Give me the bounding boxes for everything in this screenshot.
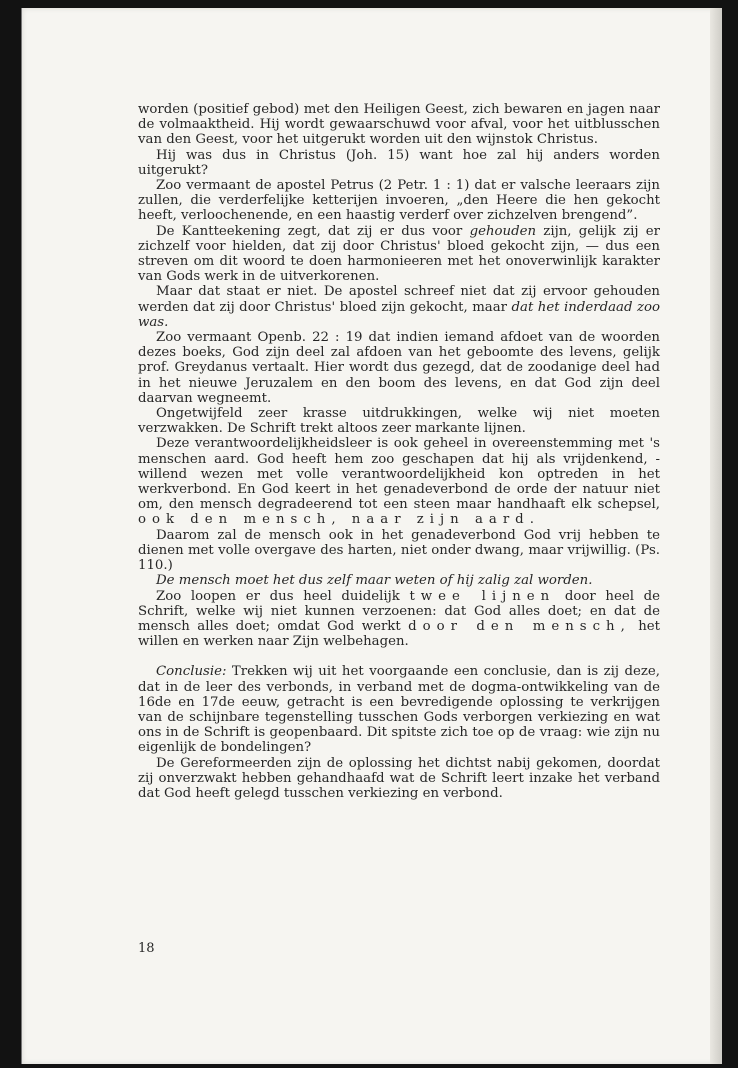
text-run: Trekken wij uit het voorgaande een conclusie, dan is zij deze, dat in de leer des verbonds, in verband met de dogma-ontwikkeling van de 16de en 17de eeuw, getracht is een bevredigende oplossing te verkrijgen van de schijnbare tegenstelling tusschen Gods verborgen verkiezing en wat ons in de Schrift is geopenbaard. Dit spitste zich toe op de vraag: wie zijn nu eigenlijk de bondelingen? <box>138 664 660 756</box>
paragraph-p5 <box>138 284 660 330</box>
text-run: het willen en werken naar Zijn welbehagen. <box>138 618 660 650</box>
text-run: Deze verantwoordelijkheidsleer is ook geheel in overeenstemming met 's menschen aard. God heeft hem zoo geschapen dat hij als vrijdenkend, -willend wezen met volle verantwoordelijkheid kon optreden in het werkverbond. En God keert in het genadeverbond de orde der natuur niet om, den mensch degradeerend tot een steen maar handhaaft elk schepsel, <box>138 436 660 513</box>
spaced-emphasis: door den mensch, <box>408 618 631 634</box>
italic-phrase: dat het inderdaad zoo was. <box>138 299 660 330</box>
paragraph-p13 <box>138 756 660 802</box>
text-run: zijn, gelijk zij er zichzelf voor hielden, dat zij door Christus' bloed gekocht zijn, — dus een streven om dit woord te doen harmonieeren met het onoverwinlijk karakter van Gods werk in de uitverkorenen. <box>138 223 660 285</box>
text-run: Zoo vermaant de apostel Petrus (2 Petr. 1 : 1) dat er valsche leeraars zijn zullen, die verderfelijke ketterijen invoeren, „den Heere die hen gekocht heeft, verloochenende, en een haastig verderf over zichzelven brengend”. <box>138 178 660 224</box>
italic-phrase: gehouden <box>469 223 537 239</box>
text-run: De Gereformeerden zijn de oplossing het dichtst nabij gekomen, doordat zij onverzwakt hebben gehandhaafd wat de Schrift leert inzake het verband dat God heeft gelegd tusschen verkiezing en verbond. <box>138 755 660 801</box>
paragraph-p3 <box>138 178 660 224</box>
text-run: Hij was dus in Christus (Joh. 15) want hoe zal hij anders worden uitgerukt? <box>138 147 660 178</box>
text-run: Maar dat staat er niet. De apostel schreef niet dat zij ervoor gehouden werden dat zij door Christus' bloed zijn gekocht, maar <box>138 284 660 315</box>
italic-phrase: Conclusie: <box>156 664 227 680</box>
paragraph-p4 <box>138 224 660 285</box>
book-page <box>21 8 722 1064</box>
spaced-emphasis: ook den mensch, naar zijn aard. <box>138 512 540 528</box>
paragraph-p9 <box>138 528 660 574</box>
paragraph-p7 <box>138 406 660 436</box>
paragraph-p8 <box>138 436 660 527</box>
body-text <box>138 102 660 801</box>
text-run: door heel de Schrift, welke wij niet kunnen verzoenen: dat God alles doet; en dat de mensch alles doet; omdat God werkt <box>138 588 660 634</box>
paragraph-p10 <box>138 573 660 588</box>
text-run: Daarom zal de mensch ook in het genadeverbond God vrij hebben te dienen met volle overgave des harten, niet onder dwang, maar vrijwillig. (Ps. 110.) <box>138 527 660 574</box>
paragraph-p12 <box>138 664 660 755</box>
paragraph-p1 <box>138 102 660 148</box>
paragraph-p11 <box>138 589 660 650</box>
text-run: worden (positief gebod) met den Heiligen Geest, zich bewaren en jagen naar de volmaaktheid. Hij wordt gewaarschuwd voor afval, voor het uitblusschen van den Geest, voor het uitgerukt worden uit den wijnstok Christus. <box>138 102 660 148</box>
text-run: De Kantteekening zegt, dat zij er dus voor <box>156 223 470 239</box>
paragraph-p6 <box>138 330 660 406</box>
text-run: Zoo vermaant Openb. 22 : 19 dat indien iemand afdoet van de woorden dezes boeks, God zijn deel zal afdoen van het geboomte des levens, gelijk prof. Greydanus vertaalt. Hier wordt dus gezegd, dat de zoodanige deel had in het nieuwe Jeruzalem en den boom des levens, en dat God zijn deel daarvan wegneemt. <box>138 330 660 406</box>
spaced-emphasis: twee lijnen <box>409 588 556 604</box>
page-edge-shadow <box>710 8 722 1064</box>
paragraph-p2 <box>138 148 660 178</box>
page-number: 18 <box>138 941 155 956</box>
italic-phrase: De mensch moet het dus zelf maar weten of hij zalig zal worden. <box>156 573 593 589</box>
text-run: Zoo loopen er dus heel duidelijk <box>156 588 410 604</box>
text-run: Ongetwijfeld zeer krasse uitdrukkingen, welke wij niet moeten verzwakken. De Schrift trekt altoos zeer markante lijnen. <box>138 406 660 437</box>
